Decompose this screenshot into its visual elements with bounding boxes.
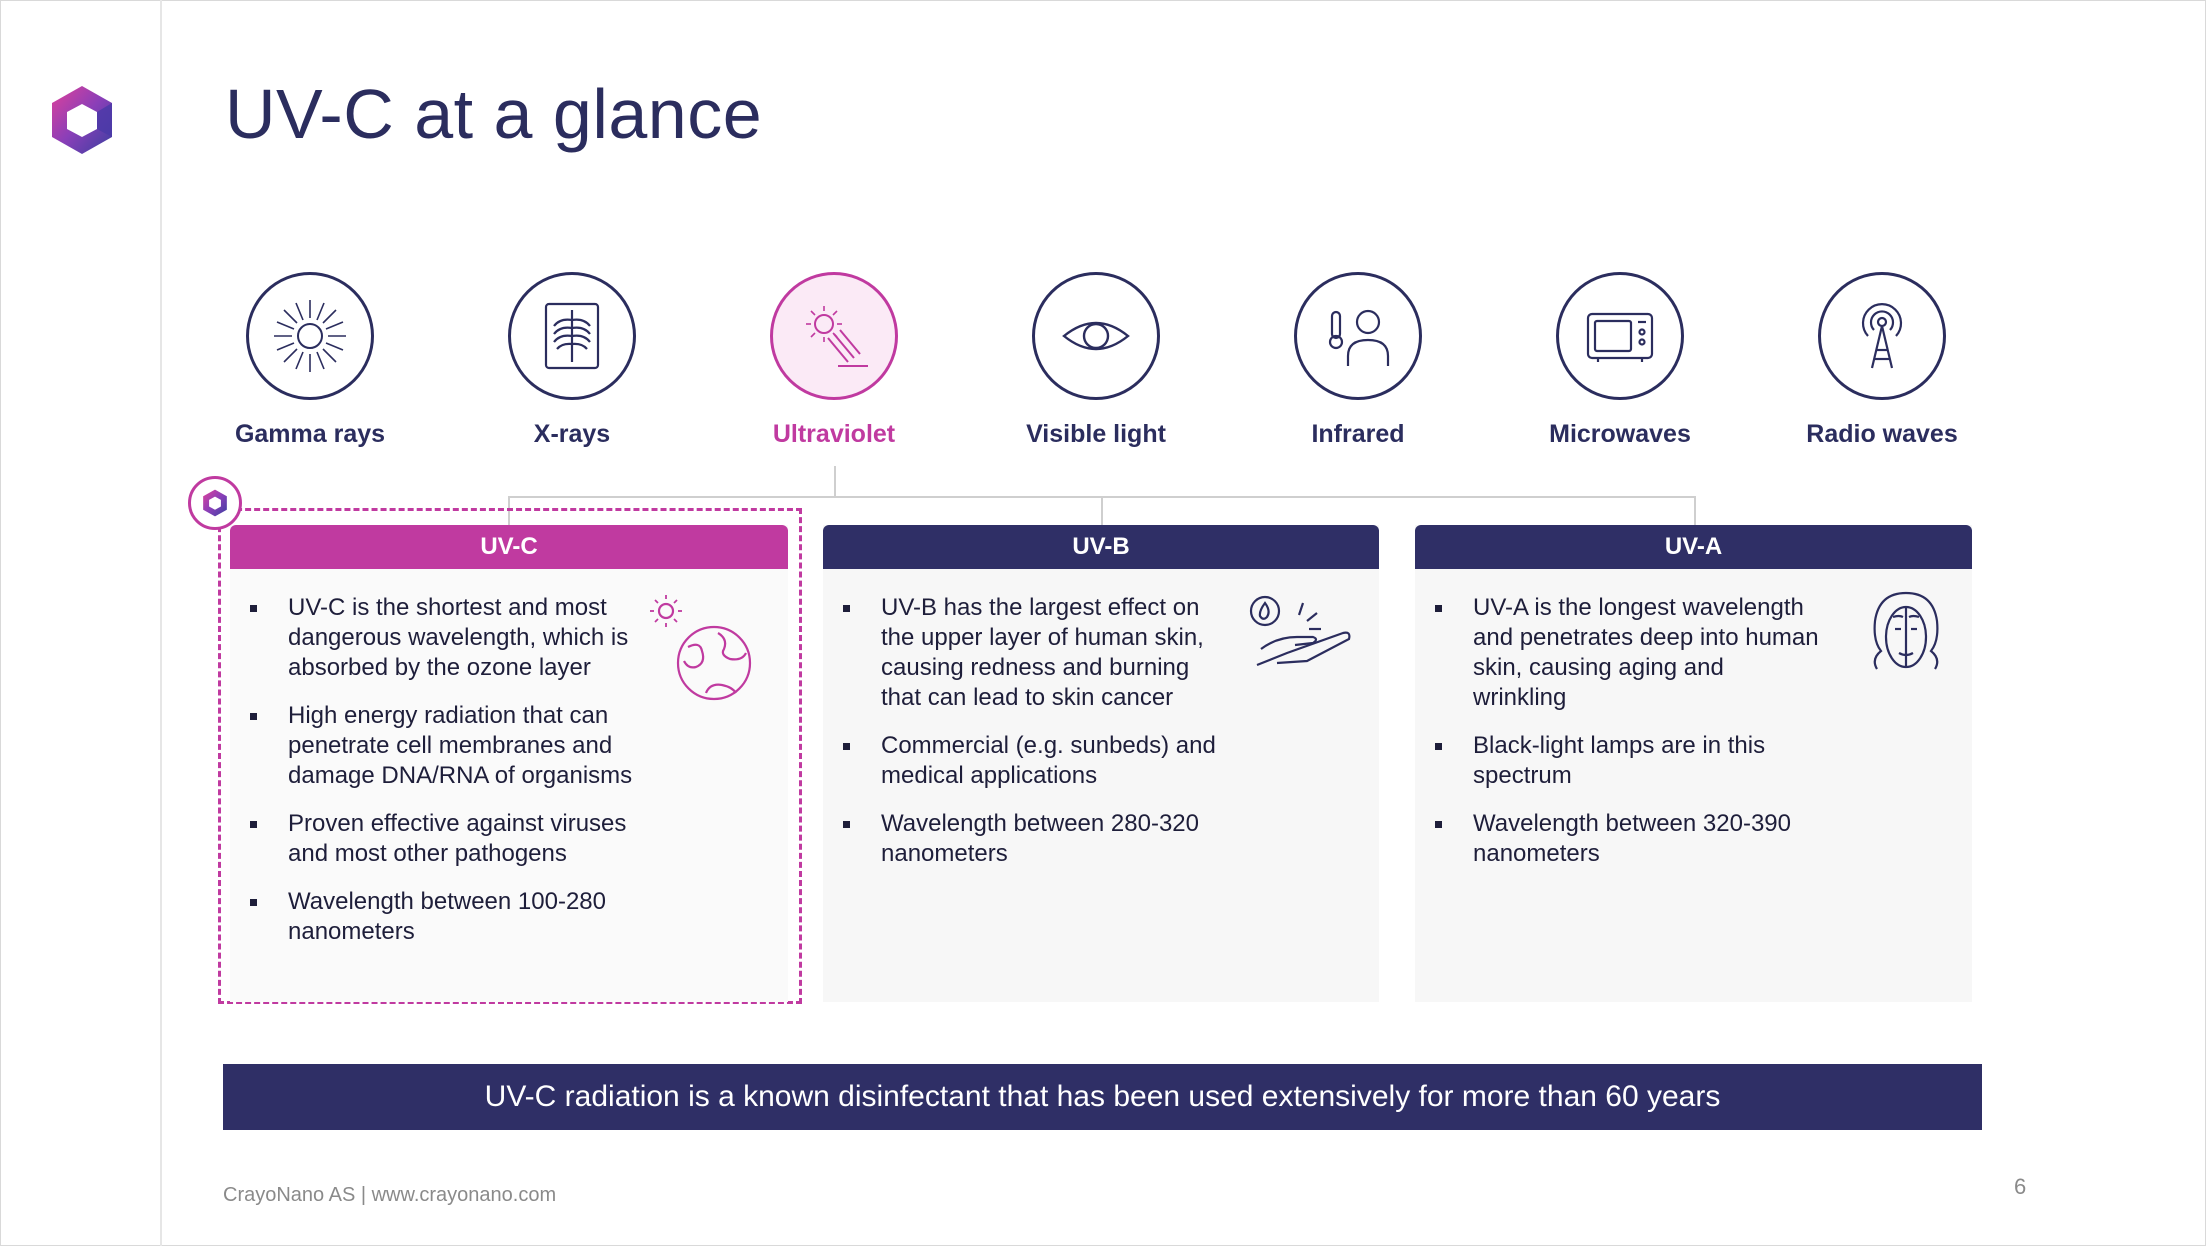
uvb-header: UV-B xyxy=(823,525,1379,569)
page-number: 6 xyxy=(2014,1174,2027,1199)
list-item: Black-light lamps are in this spectrum xyxy=(1473,731,1823,791)
uvb-panel xyxy=(823,525,1379,1002)
summary-banner: UV-C radiation is a known disinfectant that has been used extensively for more than 60 years xyxy=(223,1064,1982,1130)
spectrum-item-gamma-rays xyxy=(200,272,420,449)
uvc-bullet-list xyxy=(288,593,638,965)
uva-panel xyxy=(1415,525,1972,1002)
uva-header: UV-A xyxy=(1415,525,1972,569)
aging-face-icon xyxy=(1863,587,1949,687)
spectrum-item-infrared xyxy=(1248,272,1468,449)
spectrum-label: Microwaves xyxy=(1549,420,1691,448)
sun-globe-icon xyxy=(644,589,760,705)
list-item: Wavelength between 100-280 nanometers xyxy=(288,887,638,947)
list-item: High energy radiation that can penetrate cell membranes and damage DNA/RNA of organisms xyxy=(288,701,638,791)
microwave-icon xyxy=(1556,272,1684,400)
uvc-panel xyxy=(230,525,788,1002)
uvb-bullet-list xyxy=(881,593,1231,887)
thermometer-person-icon xyxy=(1294,272,1422,400)
gamma-burst-icon xyxy=(246,272,374,400)
eye-icon xyxy=(1032,272,1160,400)
connector-line xyxy=(1694,496,1696,526)
spectrum-item-radio-waves xyxy=(1772,272,1992,449)
footer-text: CrayoNano AS | www.crayonano.com xyxy=(223,1184,557,1206)
list-item: Proven effective against viruses and most other pathogens xyxy=(288,809,638,869)
list-item: Commercial (e.g. sunbeds) and medical applications xyxy=(881,731,1231,791)
burn-hand-icon xyxy=(1247,591,1363,681)
crayonano-logo-icon xyxy=(200,488,230,518)
spectrum-item-microwaves xyxy=(1510,272,1730,449)
list-item: UV-A is the longest wavelength and penetrates deep into human skin, causing aging and wrinkling xyxy=(1473,593,1823,713)
connector-line xyxy=(834,466,836,498)
list-item: UV-B has the largest effect on the upper layer of human skin, causing redness and burning that can lead to skin cancer xyxy=(881,593,1231,713)
spectrum-label: X-rays xyxy=(533,420,611,448)
left-rail-divider xyxy=(160,0,162,1246)
radio-tower-icon xyxy=(1818,272,1946,400)
xray-chest-icon xyxy=(508,272,636,400)
page-title: UV-C at a glance xyxy=(225,75,763,153)
list-item: Wavelength between 320-390 nanometers xyxy=(1473,809,1823,869)
uv-sun-icon xyxy=(770,272,898,400)
uvc-badge-logo xyxy=(188,476,242,530)
spectrum-item-x-rays xyxy=(462,272,682,449)
spectrum-label: Visible light xyxy=(1026,420,1166,448)
uvc-header: UV-C xyxy=(230,525,788,569)
spectrum-label: Infrared xyxy=(1311,420,1405,448)
list-item: UV-C is the shortest and most dangerous wavelength, which is absorbed by the ozone layer xyxy=(288,593,638,683)
spectrum-item-ultraviolet xyxy=(724,272,944,449)
spectrum-label: Ultraviolet xyxy=(772,420,896,448)
list-item: Wavelength between 280-320 nanometers xyxy=(881,809,1231,869)
connector-line xyxy=(1101,496,1103,526)
spectrum-label: Radio waves xyxy=(1806,420,1958,448)
spectrum-item-visible-light xyxy=(986,272,1206,449)
spectrum-label: Gamma rays xyxy=(234,420,386,448)
crayonano-logo-icon xyxy=(44,82,120,158)
uva-bullet-list xyxy=(1473,593,1823,887)
